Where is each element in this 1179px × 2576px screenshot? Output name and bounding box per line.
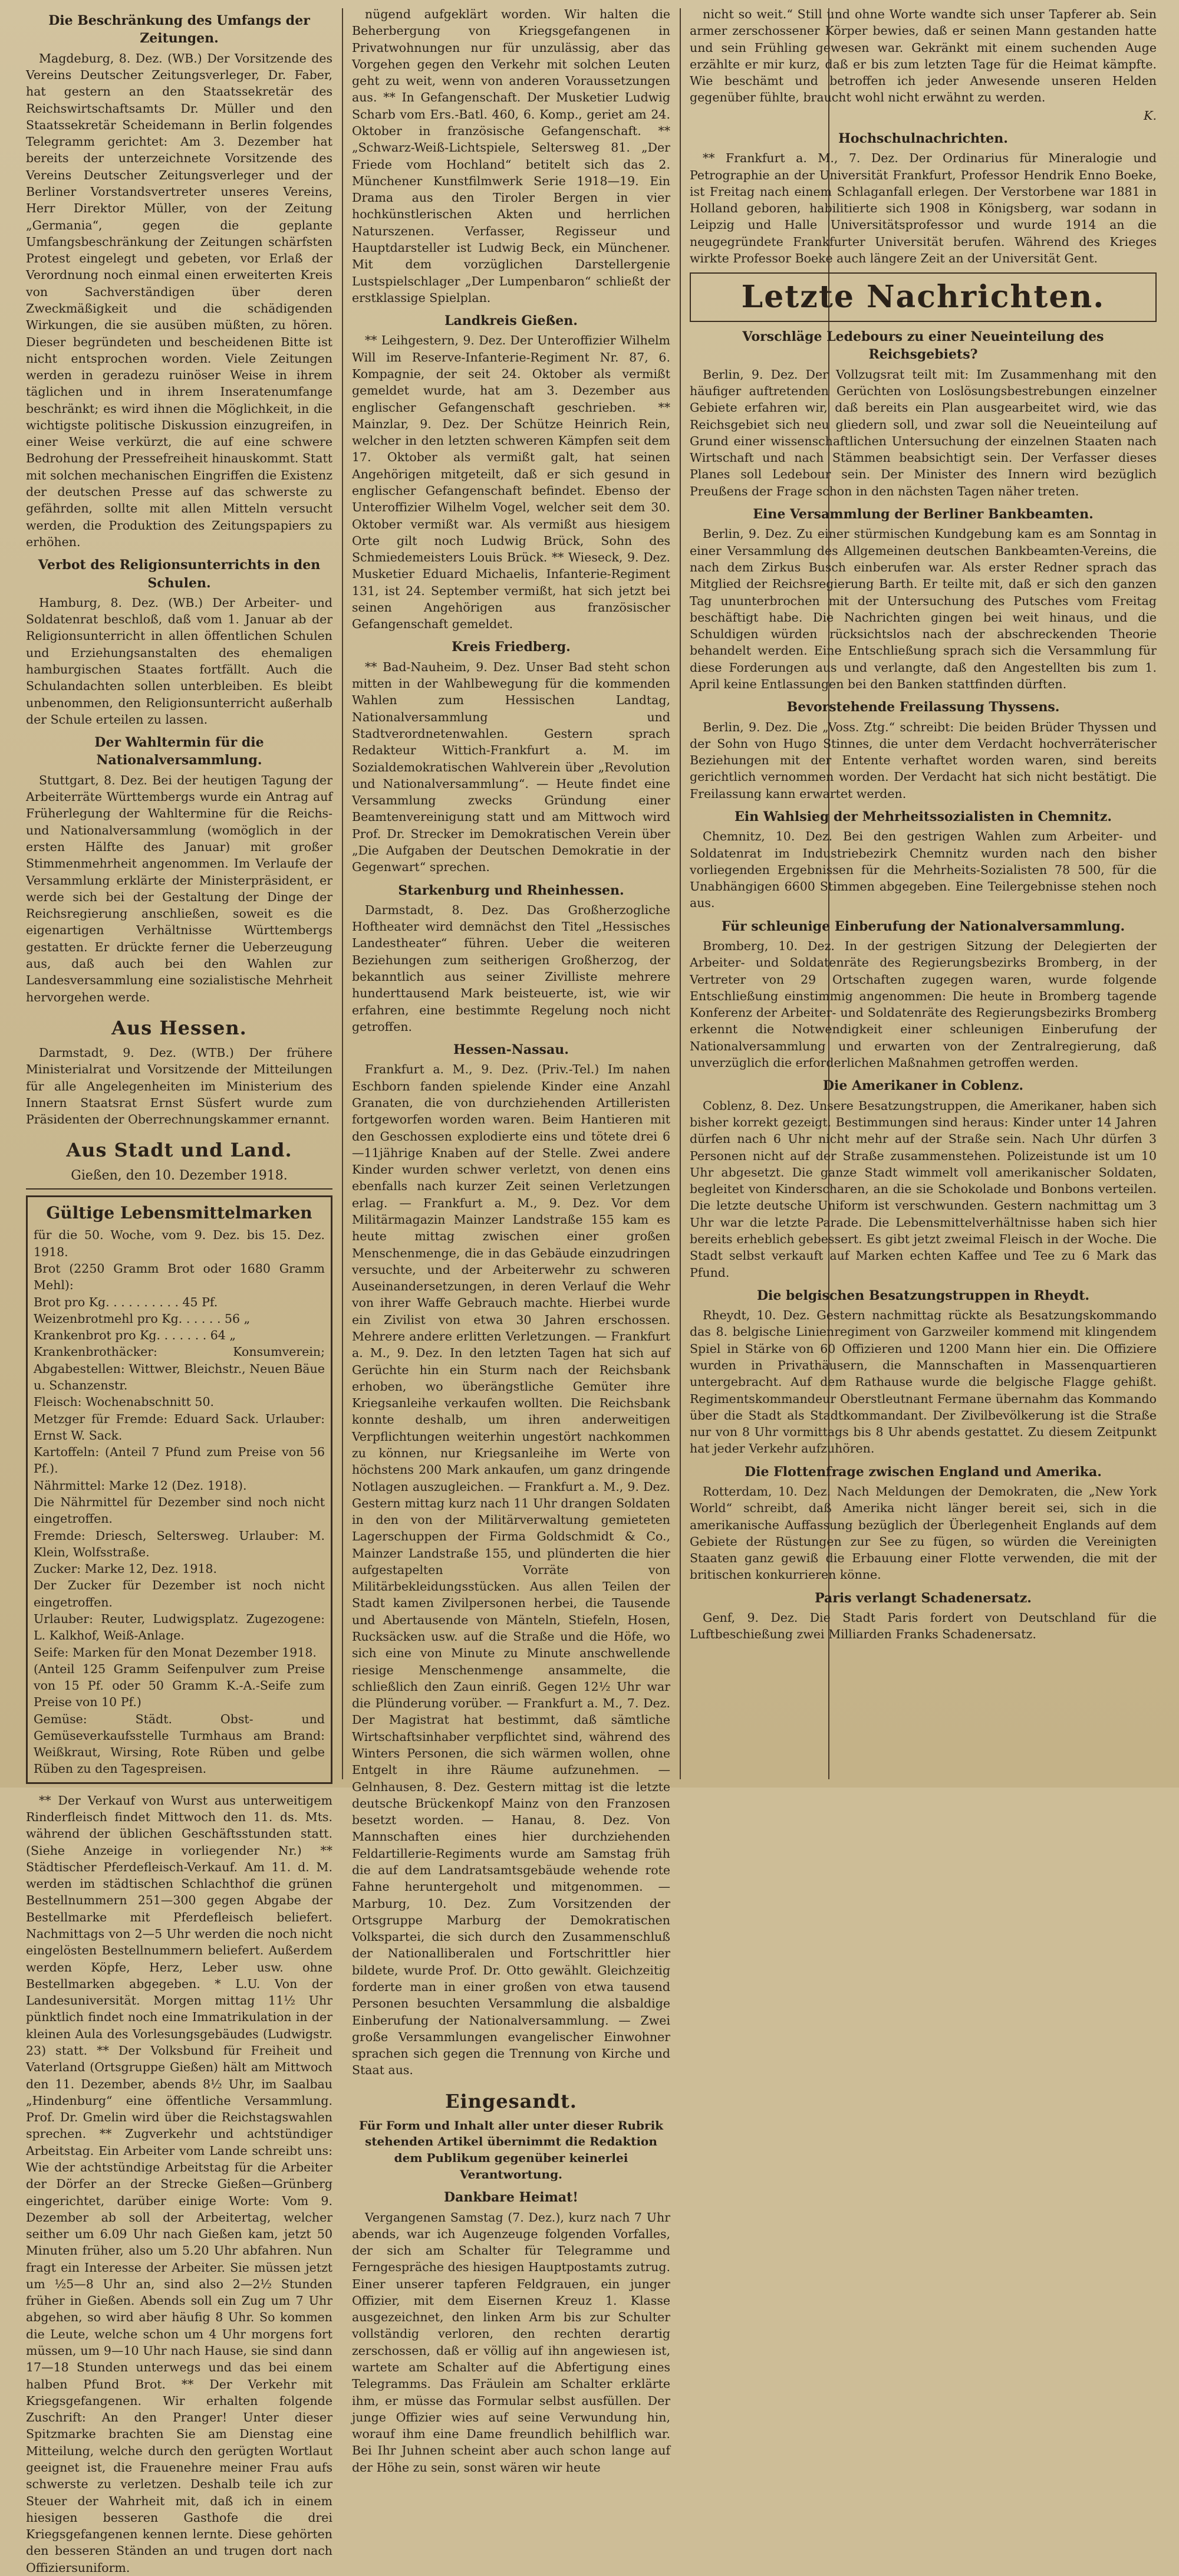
article-text: Vergangenen Samstag (7. Dez.), kurz nach 7 Uhr abends, war ich Augenzeuge folgenden Vorfalles, der sich am Schalter für Telegramme und Ferngespräche des hiesigen Hauptpostamts zutrug. Einer unserer tapferen Feldgrauen, ein junger Offizier, mit dem Eisernen Kreuz 1. Klasse ausgezeichnet, den linken Arm bis zur Schulter vollständig verloren, den rechten derartig zerschossen, daß er völlig auf ihn angewiesen ist, wartete am Schalter auf die Abfertigung eines Telegramms. Das Fräulein am Schalter erklärte ihm, er müsse das Formular selbst ausfüllen. Der junge Offizier wies auf seine Verwundung hin, worauf ihm eine Dame freundlich behilflich war. Bei Ihr Juhnen scheint aber auch schon lange auf der Höhe zu sein, sonst wären wir heute xyxy=(352,2210,670,2475)
box-line: Seife: Marken für den Monat Dezember 1918. xyxy=(34,1645,317,1660)
article-text: ** Frankfurt a. M., 7. Dez. Der Ordinarius für Mineralogie und Petrographie an der Universität Frankfurt, Professor Hendrik Enno Boeke, ist Freitag nach einem Schlaganfall erlegen. Der Verstorbene war 1881 in Holland geboren, habilitierte sich 1908 in Königsberg, war sodann in Leipzig und Halle Universitätsprofessor und wurde 1914 an die neugegründete Frankfurter Universität berufen. Während des Krieges wirkte Professor Boeke auch längere Zeit an der Universität Gent. xyxy=(690,151,1157,266)
section-heading: Letzte Nachrichten. xyxy=(690,272,1157,322)
article-text: Genf, 9. Dez. Die Stadt Paris fordert von Deutschland für die Luftbeschießung zwei Milliarden Franks Schadenersatz. xyxy=(690,1611,1157,1642)
column-rule xyxy=(342,8,343,1779)
section-heading: Landkreis Gießen. xyxy=(444,313,578,329)
article-text: nicht so weit.“ Still und ohne Worte wandte sich unser Tapferer ab. Sein armer zerschossener Körper bewies, daß er seinen Mann gestanden hatte und sein Frühling gewesen war. Gekränkt mit einem suchenden Auge erzählte er mir kurz, daß er bis zum letzten Tage für die Heimat kämpfte. Wie beschämt und betroffen ich jeder Anwesende unseren Helden gegenüber fühlte, braucht wohl nicht erwähnt zu werden. xyxy=(690,7,1157,105)
article-text: Hamburg, 8. Dez. (WB.) Der Arbeiter- und Soldatenrat beschloß, daß vom 1. Januar ab der Religionsunterricht in allen öffentlichen Schulen und Erziehungsanstalten des ehemaligen hamburgischen Staates fortfällt. Auch die Schulandachten sollen unterbleiben. Es bleibt unbenommen, den Religionsunterricht außerhalb der Schule erteilen zu lassen. xyxy=(26,595,332,727)
box-line: Brot pro Kg. . . . . . . . . . 45 Pf. xyxy=(34,1294,218,1309)
section-heading: Starkenburg und Rheinhessen. xyxy=(398,882,624,898)
editorial-note: Für Form und Inhalt aller unter dieser Rubrik stehenden Artikel übernimmt die Redaktion dem Publikum gegenüber keinerlei Verantwortung. xyxy=(358,2118,664,2181)
box-line: Brot (2250 Gramm Brot oder 1680 Gramm Mehl): xyxy=(34,1261,325,1293)
article-text: ** Leihgestern, 9. Dez. Der Unteroffizier Wilhelm Will im Reserve-Infanterie-Regiment Nr. 87, 6. Kompagnie, der seit 24. Oktober als vermißt gemeldet wurde, hat am 3. Dezember aus englischer Gefangenschaft geschrieben. ** Mainzlar, 9. Dez. Der Schütze Heinrich Rein, welcher in den letzten schweren Kämpfen seit dem 17. Oktober als vermißt galt, hat seinen Angehörigen mitgeteilt, daß er sich gesund in englischer Gefangenschaft befindet. Ebenso der Unteroffizier Wilhelm Vogel, welcher seit dem 30. Oktober vermißt war. Als vermißt aus hiesigem Orte gilt noch Ludwig Brück, Sohn des Schmiedemeisters Louis Brück. ** Wieseck, 9. Dez. Musketier Eduard Michaelis, Infanterie-Regiment 131, ist 24. September vermißt, hat sich jetzt bei seinen Angehörigen aus französischer Gefangenschaft gemeldet. xyxy=(352,333,670,632)
article-title: Dankbare Heimat! xyxy=(444,2190,578,2206)
box-line: Krankenbrothäcker: Konsumverein; Abgabestellen: Wittwer, Bleichstr., Neuen Bäue u. Schanzenstr. xyxy=(34,1345,325,1393)
article-title: Für schleunige Einberufung der Nationalversammlung. xyxy=(721,918,1125,934)
article-text: Rheydt, 10. Dez. Gestern nachmittag rückte als Besatzungskommando das 8. belgische Linienregiment von Garzweiler kommend mit klingendem Spiel in Stärke von 60 Offizieren und 1200 Mann hier ein. Die Offiziere wurden in Privathäusern, die Mannschaften in Massenquartieren untergebracht. Auf dem Rathause wurde die belgische Flagge gehißt. Regimentskommandeur Oberstleutnant Fermane übernahm das Kommando über die Stadt als Stadtkommandant. Der Zivilbevölkerung ist die Straße nur von 8 Uhr vormittags bis 8 Uhr abends gestattet. Zu diesem Zeitpunkt hat jeder Verkehr aufzuhören. xyxy=(690,1308,1157,1456)
article-title: Die Beschränkung des Umfangs der Zeitungen. xyxy=(48,13,310,47)
box-line: Weizenbrotmehl pro Kg. . . . . . 56 „ xyxy=(34,1311,251,1326)
article-title: Paris verlangt Schadenersatz. xyxy=(815,1590,1032,1606)
article-title: Ein Wahlsieg der Mehrheitssozialisten in Chemnitz. xyxy=(735,809,1112,824)
box-line: Die Nährmittel für Dezember sind noch nicht eingetroffen. xyxy=(34,1494,325,1526)
section-heading: Aus Hessen. xyxy=(111,1016,247,1039)
article-text: Stuttgart, 8. Dez. Bei der heutigen Tagung der Arbeiterräte Württembergs wurde ein Antrag auf Früherlegung der Wahltermine für die Reichs- und Nationalversammlung (womöglich in der ersten Hälfte des Januar) mit großer Stimmenmehrheit angenommen. Im Verlaufe der Versammlung erklärte der Ministerpräsident, er werde sich bei der Gestaltung der Dinge der Reichsregierung anschließen, soweit es die eigenartigen Verhältnisse Württembergs gestatten. Er drückte ferner die Ueberzeugung aus, daß auch bei den Wahlen zur Landesversammlung eine sozialistische Mehrheit hervorgehen werde. xyxy=(26,773,332,1004)
article-title: Die Flottenfrage zwischen England und Amerika. xyxy=(745,1464,1102,1480)
article-text: ** Der Verkauf von Wurst aus unterweitigem Rinderfleisch findet Mittwoch den 11. ds. Mts. während der üblichen Geschäftsstunden statt. (Siehe Anzeige in vorliegender Nr.) ** Städtischer Pferdefleisch-Verkauf. Am 11. d. M. werden im städtischen Schlachthof die grünen Bestellnummern 251—300 gegen Abgabe der Bestellmarke mit Pferdefleisch beliefert. Nachmittags von 2—5 Uhr werden die noch nicht eingelösten Bestellnummern beliefert. Außerdem werden Köpfe, Herz, Leber usw. ohne Bestellmarken abgegeben. * L.U. Von der Landesuniversität. Morgen mittag 11½ Uhr pünktlich findet noch eine Immatrikulation in der kleinen Aula des Vorlesungsgebäudes (Ludwigstr. 23) statt. ** Der Volksbund für Freiheit und Vaterland (Ortsgruppe Gießen) hält am Mittwoch den 11. Dezember, abends 8½ Uhr, im Saalbau „Hindenburg“ eine öffentliche Versammlung. Prof. Dr. Gmelin wird über die Reichstagswahlen sprechen. ** Zugverkehr und achtstündiger Arbeitstag. Ein Arbeiter vom Lande schreibt uns: Wie der achtstündige Arbeitstag für die Arbeiter der Dörfer an der Strecke Gießen—Grünberg eingerichtet, darüber einige Worte: Vom 9. Dezember ab soll der Arbeitertag, welcher seither um 6.09 Uhr nach Gießen kam, jetzt 50 Minuten früher, also um 5.20 Uhr abfahren. Nun fragt ein Interesse der Arbeiter. Sie müssen jetzt um ½5—8 Uhr an, sind also 2—2½ Stunden früher in Gießen. Abends soll ein Zug um 7 Uhr abgehen, so wird aber häufig 8 Uhr. So kommen die Leute, welche schon um 4 Uhr morgens fort müssen, um 9—10 Uhr nach Hause, sie sind dann 17—18 Stunden unterwegs und das bei einem halben Pfund Brot. ** Der Verkehr mit Kriegsgefangenen. Wir erhalten folgende Zuschrift: An den Pranger! Unter dieser Spitzmarke brachten Sie am Dienstag eine Mitteilung, welche durch den gerügten Wortlaut geeignet ist, die Frauenehre meiner Frau aufs schwerste zu verletzen. Deshalb teile ich zur Steuer der Wahrheit mit, daß ich in einem hiesigen besseren Gasthofe die drei Kriegsgefangenen kennen lernte. Diese gehörten den besseren Ständen an und trugen dort nach Offiziersuniform. xyxy=(26,1793,332,2575)
article-text: Coblenz, 8. Dez. Unsere Besatzungstruppen, die Amerikaner, haben sich bisher korrekt gezeigt. Bestimmungen sind heraus: Kinder unter 14 Jahren dürfen nach 6 Uhr nicht mehr auf der Straße sein. Nach Uhr dürfen 3 Personen nicht auf der Straße zusammenstehen. Polizeistunde ist um 10 Uhr abgesetzt. Die ganze Stadt wimmelt voll amerikanischer Soldaten, begleitet von Kinderscharen, an die sie Schokolade und Bonbons verteilen. Die letzte deutsche Uniform ist verschwunden. Gestern nachmittag um 3 Uhr war die letzte Parade. Die Lebensmittelverhältnisse haben sich hier bereits erheblich gebessert. Es gibt jetzt zweimal Fleisch in der Woche. Die Stadt selbst verkauft auf Marken echten Kaffee und Tee zu 6 Mark das Pfund. xyxy=(690,1098,1157,1280)
article-title: Vorschläge Ledebours zu einer Neueinteilung des Reichsgebiets? xyxy=(742,329,1104,363)
box-line: Krankenbrot pro Kg. . . . . . . 64 „ xyxy=(34,1328,236,1343)
article-title: Verbot des Religionsunterrichts in den Schulen. xyxy=(38,557,321,591)
section-heading: Kreis Friedberg. xyxy=(452,639,571,655)
box-line: Fremde: Driesch, Seltersweg. Urlauber: M. Klein, Wolfsstraße. xyxy=(34,1528,325,1559)
article-title: Die Amerikaner in Coblenz. xyxy=(822,1078,1024,1094)
box-line: Fleisch: Wochenabschnitt 50. xyxy=(34,1395,215,1409)
article-title: Bevorstehende Freilassung Thyssens. xyxy=(786,699,1060,715)
box-line: Nährmittel: Marke 12 (Dez. 1918). xyxy=(34,1478,247,1493)
article-text: nügend aufgeklärt worden. Wir halten die Beherbergung von Kriegsgefangenen in Privatwohnungen nur für unzulässig, aber das Vorgehen gegen den Verkehr mit solchen Leuten geht zu weit, wenn von anderen Voraussetzungen aus. ** In Gefangenschaft. Der Musketier Ludwig Scharb vom Ers.-Batl. 460, 6. Komp., geriet am 24. Oktober in französische Gefangenschaft. ** „Schwarz-Weiß-Lichtspiele, Seltersweg 81. „Der Friede vom Hochland“ betitelt sich das 2. Münchener Kunstfilmwerk Serie 1918—19. Ein Drama aus den Tiroler Bergen in vier hochkünstlerischen Akten und herrlichen Naturszenen. Verfasser, Regisseur und Hauptdarsteller ist Ludwig Beck, ein Münchener. Mit dem vorzüglichen Darstellergenie Lustspielschlager „Der Lumpenbaron“ schließt der erstklassige Spielplan. xyxy=(352,7,670,305)
article-text: Rotterdam, 10. Dez. Nach Meldungen der Demokraten, die „New York World“ schreibt, daß Amerika nicht länger bereit sei, sich in die amerikanische Auffassung bezüglich der Überlegenheit Englands auf dem Gebiete der Rüstungen zur See zu fügen, so würden die Vereinigten Staaten ganz gewiß die Erbauung einer Flotte verwenden, die mit der britischen konkurrieren könne. xyxy=(690,1484,1157,1582)
box-line: Metzger für Fremde: Eduard Sack. Urlauber: Ernst W. Sack. xyxy=(34,1411,325,1443)
box-line: Gemüse: Städt. Obst- und Gemüseverkaufsstelle Turmhaus am Brand: Weißkraut, Wirsing, Rote Rüben und gelbe Rüben zu den Tagespreisen. xyxy=(34,1711,325,1776)
article-text: Berlin, 9. Dez. Die „Voss. Ztg.“ schreibt: Die beiden Brüder Thyssen und der Sohn von Hugo Stinnes, die unter dem Verdacht hochverräterischer Beziehungen mit der Entente verhaftet worden waren, sind bereits gerichtlich vernommen worden. Der Verdacht hat sich nicht bestätigt. Die Freilassung kann erwartet werden. xyxy=(690,719,1157,801)
article-title: Der Wahltermin für die Nationalversammlung. xyxy=(94,735,264,768)
box-line: Kartoffeln: (Anteil 7 Pfund zum Preise von 56 Pf.). xyxy=(34,1445,325,1476)
column-rule xyxy=(680,8,681,1779)
article-text: Frankfurt a. M., 9. Dez. (Priv.-Tel.) Im nahen Eschborn fanden spielende Kinder eine Anzahl Granaten, die von durchziehenden Artilleristen fortgeworfen worden waren. Beim Hantieren mit den Geschossen explodierte eins und tötete drei 6—11jährige Knaben auf der Stelle. Zwei andere Kinder wurden schwer verletzt, von denen eins ebenfalls nach kurzer Zeit seinen Verletzungen erlag. — Frankfurt a. M., 9. Dez. Vor dem Militärmagazin Mainzer Landstraße 155 kam es heute mittag zwischen einer großen Menschenmenge, die in das Gebäude einzudringen versuchte, und der Arbeiterwehr zu schweren Auseinandersetzungen, in deren Verlauf die Wehr von ihrer Waffe Gebrauch machte. Hierbei wurde ein Zivilist von etwa 30 Jahren erschossen. Mehrere andere erlitten Verletzungen. — Frankfurt a. M., 9. Dez. In den letzten Tagen hat sich auf Gerüchte hin ein Sturm nach der Reichsbank erhoben, wo überängstliche Gemüter ihre Kriegsanleihe verkaufen wollten. Die Reichsbank konnte deshalb, um ihren anderweitigen Verpflichtungen weiterhin ungestört nachkommen zu können, nur Kriegsanleihe im Werte von höchstens 200 Mark ankaufen, um ganz dringende Notlagen auszugleichen. — Frankfurt a. M., 9. Dez. Gestern mittag kurz nach 11 Uhr drangen Soldaten in den von der Militärverwaltung gemieteten Lagerschuppen der Firma Goldschmidt & Co., Mainzer Landstraße 155, und plünderten die hier aufgestapelten Vorräte von Militärbekleidungsstücken. Aus allen Teilen der Stadt kamen Zivilpersonen herbei, die Tausende und Abertausende von Mänteln, Stiefeln, Hosen, Rucksäcken usw. auf die Straße und die Höfe, wo sich eine von Minute zu Minute anschwellende riesige Menschenmenge ansammelte, die schließlich den Zaun einriß. Gegen 12½ Uhr war die Plünderung vorüber. — Frankfurt a. M., 7. Dez. Der Magistrat hat bestimmt, daß sämtliche Wirtschaftsinhaber verpflichtet sind, während des Winters Personen, die sich wärmen wollen, ohne Entgelt in ihre Räume aufzunehmen. — Gelnhausen, 8. Dez. Gestern mittag ist die letzte deutsche Brückenkopf Mainz von den Franzosen besetzt worden. — Hanau, 8. Dez. Von Mannschaften eines hier durchziehenden Feldartillerie-Regiments wurde am Samstag früh die auf dem Landratsamtsgebäude wehende rote Fahne heruntergeholt und mitgenommen. — Marburg, 10. Dez. Zum Vorsitzenden der Ortsgruppe Marburg der Demokratischen Volkspartei, die sich durch den Zusammenschluß der Nationalliberalen und Fortschrittler hier bildete, wurde Prof. Dr. Otto gewählt. Gleichzeitig forderte man in einer großen von etwa tausend Personen besuchten Versammlung die alsbaldige Einberufung der Nationalversammlung. — Zwei große Versammlungen evangelischer Einwohner sprachen sich gegen die Trennung von Kirche und Staat aus. xyxy=(352,1062,670,2078)
section-heading: Hochschulnachrichten. xyxy=(838,130,1008,146)
article-text: Berlin, 9. Dez. Zu einer stürmischen Kundgebung kam es am Sonntag in einer Versammlung des Allgemeinen deutschen Bankbeamten-Vereins, die nach dem Zirkus Busch einberufen war. Als erster Redner sprach das Mitglied der Reichsregierung Barth. Er teilte mit, daß er sich den ganzen Tag ununterbrochen mit der Untersuchung des Putsches vom Freitag beschäftigt habe. Die Nachrichten gingen bei weit hinaus, und die Schuldigen würden rücksichtslos nach der abschreckenden Theorie behandelt werden. Eine Entschließung sprach sich die Versammlung für diese Forderungen aus und verlangte, daß den Angestellten bis zum 1. April keine Entlassungen bei den Banken stattfinden dürften. xyxy=(690,527,1157,691)
column-3 xyxy=(681,6,1165,1782)
article-text: Chemnitz, 10. Dez. Bei den gestrigen Wahlen zum Arbeiter- und Soldatenrat im Industriebezirk Chemnitz wurden nach den bisher vorliegenden Ergebnissen für die Mehrheits-Sozialisten 78 500, für die Unabhängigen 6600 Stimmen abgegeben. Eine Teilergebnisse stehen noch aus. xyxy=(690,829,1157,911)
article-text: ** Bad-Nauheim, 9. Dez. Unser Bad steht schon mitten in der Wahlbewegung für die kommenden Wahlen zum Hessischen Landtag, Nationalversammlung und Stadtverordnetenwahlen. Gestern sprach Redakteur Wittich-Frankfurt a. M. im Sozialdemokratischen Wahlverein über „Revolution und Nationalversammlung“. — Heute findet eine Versammlung zwecks Gründung einer Beamtenvereinigung statt und am Mittwoch wird Prof. Dr. Strecker im Demokratischen Verein über „Die Aufgaben der Deutschen Demokratie in der Gegenwart“ sprechen. xyxy=(352,659,670,875)
section-heading: Eingesandt. xyxy=(445,2089,577,2112)
box-line: (Anteil 125 Gramm Seifenpulver zum Preise von 15 Pf. oder 50 Gramm K.-A.-Seife zum Preise von 10 Pf.) xyxy=(34,1661,325,1710)
article-text: Magdeburg, 8. Dez. (WB.) Der Vorsitzende des Vereins Deutscher Zeitungsverleger, Dr. Faber, hat gestern an den Staatssekretär des Reichswirtschaftsamts Dr. Müller und den Staatssekretär Scheidemann in Berlin folgendes Telegramm gerichtet: Am 3. Dezember hat bereits der unterzeichnete Vorsitzende des Vereins Deutscher Zeitungsverleger und der Berliner Vorstandsvertreter unseres Vereins, Herr Direktor Müller, von der Zeitung „Germania“, gegen die geplante Umfangsbeschränkung der Zeitungen schärfsten Protest eingelegt und gebeten, vor Erlaß der Verordnung noch einmal einen erweiterten Kreis von Sachverständigen über deren Zweckmäßigkeit und die schädigenden Wirkungen, die sie ausüben müßten, zu hören. Dieser begründeten und bescheidenen Bitte ist nicht entsprochen worden. Viele Zeitungen werden in geradezu ruinöser Weise in ihrem täglichen und in ihrem Inseratenumfange beschränkt; es wird ihnen die Möglichkeit, in die wichtigste politische Diskussion einzugreifen, in einer Weise verkürzt, die auf eine schwere Bedrohung der Pressefreiheit hinauskommt. Statt mit solchen mechanischen Eingriffen die Existenz der deutschen Presse auf das schwerste zu gefährden, sollte mit allen Mitteln versucht werden, die Produktion des Zeitungspapiers zu erhöhen. xyxy=(26,51,332,549)
dateline: Gießen, den 10. Dezember 1918. xyxy=(26,1167,332,1190)
article-title: Die belgischen Besatzungstruppen in Rheydt. xyxy=(756,1287,1090,1303)
article-title: Eine Versammlung der Berliner Bankbeamten. xyxy=(753,507,1094,523)
column-2 xyxy=(344,6,679,2475)
food-stamps-box xyxy=(26,1195,332,1784)
column-1 xyxy=(18,6,341,2575)
box-line: Zucker: Marke 12, Dez. 1918. xyxy=(34,1562,217,1576)
box-line: Der Zucker für Dezember ist noch nicht eingetroffen. xyxy=(34,1578,325,1609)
box-line: für die 50. Woche, vom 9. Dez. bis 15. Dez. 1918. xyxy=(34,1228,325,1259)
article-text: Bromberg, 10. Dez. In der gestrigen Sitzung der Delegierten der Arbeiter- und Soldatenräte des Regierungsbezirks Bromberg, in der Vertreter von 29 Ortschaften zugegen waren, wurde folgende Entschließung einstimmig angenommen: Die heute in Bromberg tagende Konferenz der Arbeiter- und Soldatenräte des Regierungsbezirks Bromberg erkennt die Notwendigkeit einer schleunigen Einberufung der Nationalversammlung und erwarten von der Zentralregierung, daß unverzüglich die erforderlichen Maßnahmen getroffen werden. xyxy=(690,939,1157,1070)
section-heading: Aus Stadt und Land. xyxy=(66,1139,292,1162)
box-title: Gültige Lebensmittelmarken xyxy=(46,1202,312,1223)
article-text: Darmstadt, 8. Dez. Das Großherzogliche Hoftheater wird demnächst den Titel „Hessisches Landestheater“ führen. Ueber die weiteren Beziehungen zum seitherigen Großherzog, der bekanntlich aus seiner Zivilliste mehrere hunderttausend Mark beisteuerte, ist, wie wir erfahren, eine bestimmte Regelung noch nicht getroffen. xyxy=(352,902,670,1034)
article-text: Darmstadt, 9. Dez. (WTB.) Der frühere Ministerialrat und Vorsitzende der Mitteilungen für alle Angelegenheiten im Ministerium des Innern Staatsrat Ernst Süsfert wurde zum Präsidenten der Oberrechnungskammer ernannt. xyxy=(26,1045,332,1127)
section-heading: Hessen-Nassau. xyxy=(453,1042,569,1058)
signature: K. xyxy=(1144,108,1157,123)
article-text: Berlin, 9. Dez. Der Vollzugsrat teilt mit: Im Zusammenhang mit den häufiger auftretenden Gerüchten von Loslösungsbestrebungen einzelner Gebiete erfahren wir, daß bereits ein Plan ausgearbeitet wird, wie das Reichsgebiet sich neu gliedern soll, und zwar soll die Neueinteilung auf Grund einer wissenschaftlichen Untersuchung der einzelnen Staaten nach Wirtschaft und nach Stämmen beabsichtigt sein. Der Verfasser dieses Planes soll Ledebour sein. Der Minister des Innern wird bezüglich Preußens der Frage schon in den nächsten Tagen näher treten. xyxy=(690,367,1157,498)
box-line: Urlauber: Reuter, Ludwigsplatz. Zugezogene: L. Kalkhof, Weiß-Anlage. xyxy=(34,1611,325,1643)
